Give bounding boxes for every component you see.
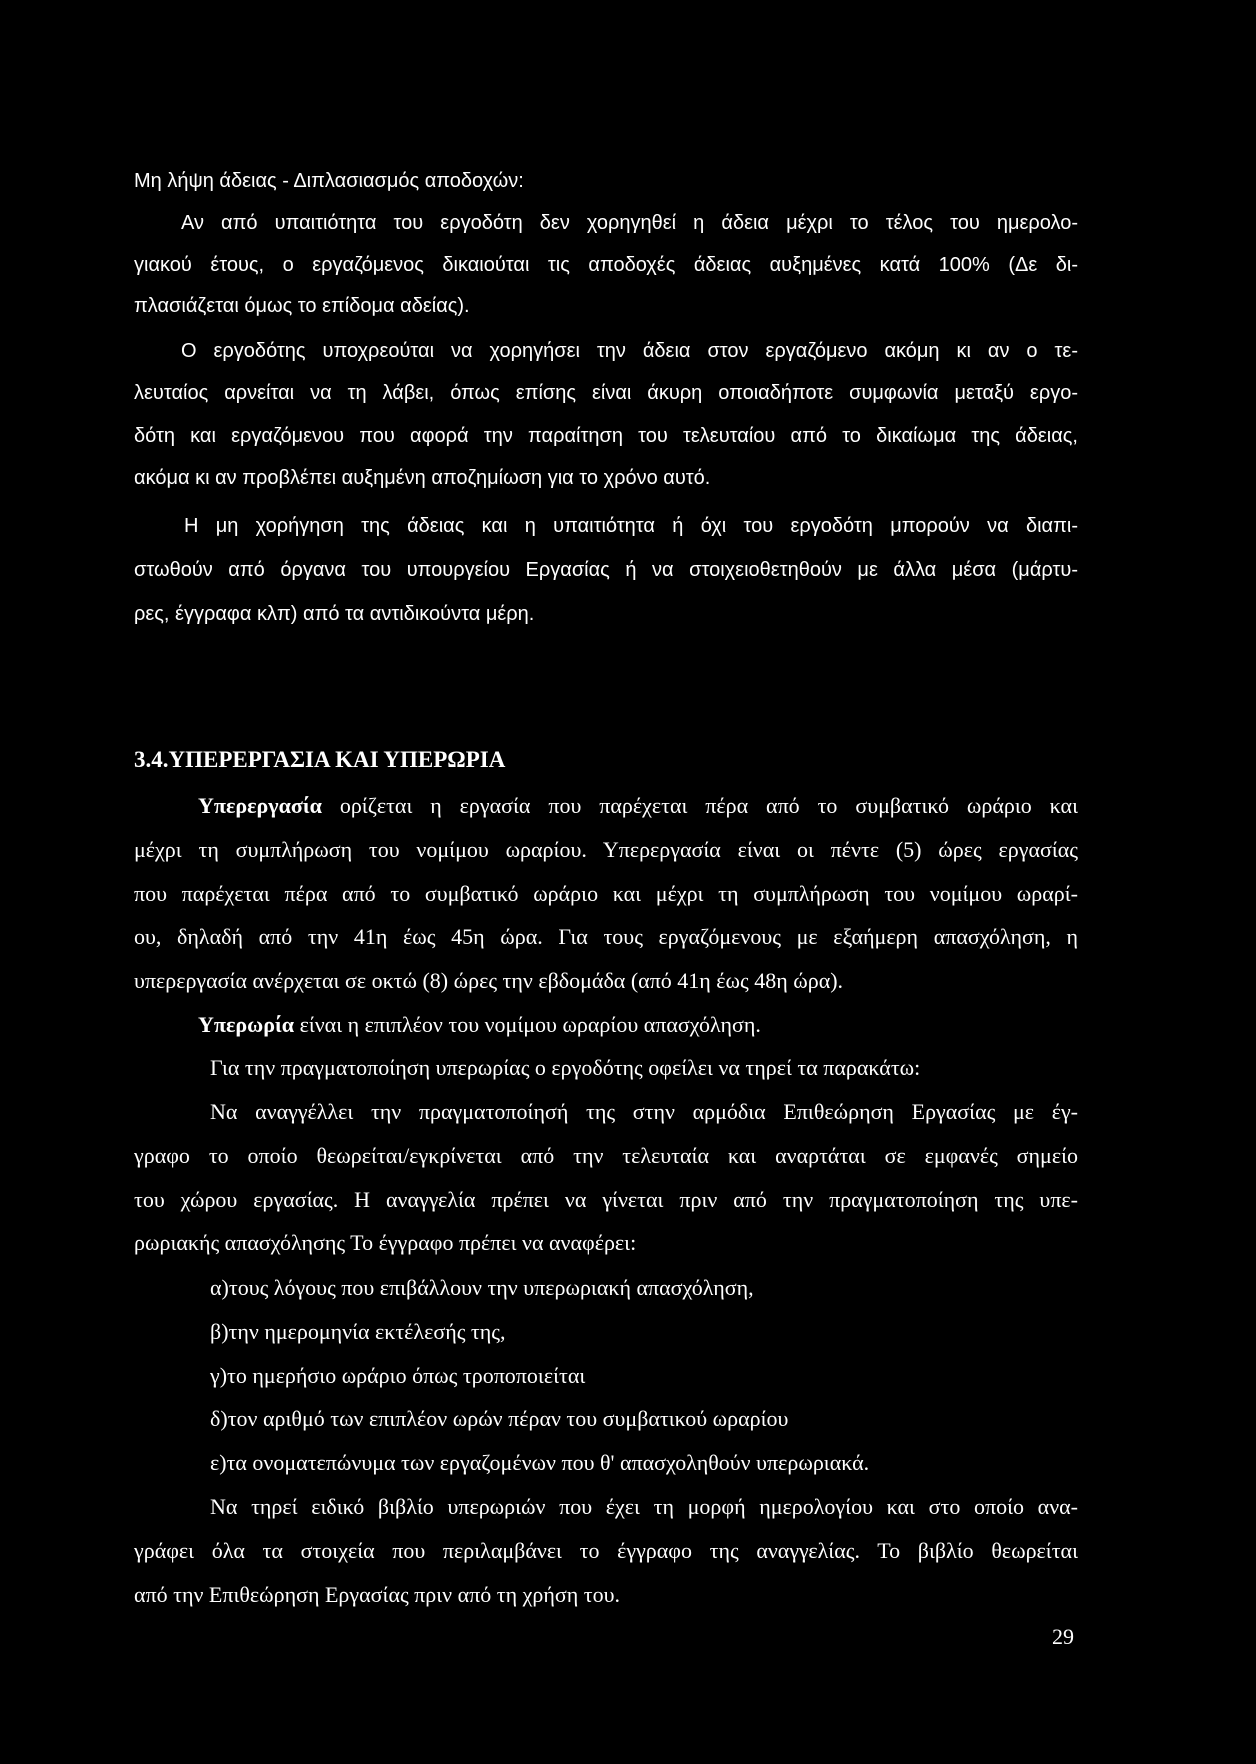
list-item: α)τους λόγους που επιβάλλουν την υπερωριακή απασχόληση,	[210, 1275, 754, 1300]
paragraph-line: ου, δηλαδή από την 41η έως 45η ώρα. Για τους εργαζόμενους με εξαήμερη απασχόληση, η	[134, 924, 1078, 949]
paragraph-line: Για την πραγματοποίηση υπερωρίας ο εργοδότης οφείλει να τηρεί τα παρακάτω:	[210, 1055, 921, 1080]
page-number: 29	[1052, 1624, 1074, 1649]
paragraph-line: του χώρου εργασίας. Η αναγγελία πρέπει να γίνεται πριν από την πραγματοποίηση της υπε-	[134, 1187, 1078, 1212]
paragraph-line: στωθούν από όργανα του υπουργείου Εργασίας ή να στοιχειοθετηθούν με άλλα μέσα (μάρτυ-	[134, 559, 1078, 581]
paragraph-line: γράφει όλα τα στοιχεία που περιλαμβάνει το έγγραφο της αναγγελίας. Το βιβλίο θεωρείται	[134, 1538, 1078, 1563]
paragraph-line: από την Επιθεώρηση Εργασίας πριν από τη χρήση του.	[134, 1582, 620, 1607]
paragraph-line: γιακού έτους, ο εργαζόμενος δικαιούται τις αποδοχές άδειας αυξημένες κατά 100% (Δε δι-	[134, 254, 1078, 276]
paragraph-line: λευταίος αρνείται να τη λάβει, όπως επίσης είναι άκυρη οποιαδήποτε συμφωνία μεταξύ εργο-	[134, 382, 1078, 404]
section-title: Μη λήψη άδειας - Διπλασιασμός αποδοχών:	[134, 170, 524, 192]
paragraph-line: γραφο το οποίο θεωρείται/εγκρίνεται από την τελευταία και αναρτάται σε εμφανές σημείο	[134, 1143, 1078, 1168]
list-item: β)την ημερομηνία εκτέλεσής της,	[210, 1319, 506, 1344]
list-item: γ)το ημερήσιο ωράριο όπως τροποποιείται	[210, 1363, 586, 1388]
term-overwork: Υπερεργασία	[198, 793, 322, 818]
paragraph-line: Να τηρεί ειδικό βιβλίο υπερωριών που έχει τη μορφή ημερολογίου και στο οποίο ανα-	[210, 1494, 1078, 1519]
paragraph-line: υπερεργασία ανέρχεται σε οκτώ (8) ώρες την εβδομάδα (από 41η έως 48η ώρα).	[134, 968, 844, 993]
definition-line	[198, 791, 1078, 821]
paragraph-line: Αν από υπαιτιότητα του εργοδότη δεν χορηγηθεί η άδεια μέχρι το τέλος του ημερολο-	[181, 212, 1078, 234]
list-item: δ)τον αριθμό των επιπλέον ωρών πέραν του συμβατικού ωραρίου	[210, 1406, 789, 1431]
paragraph-line: ακόμα κι αν προβλέπει αυξημένη αποζημίωση για το χρόνο αυτό.	[134, 467, 711, 489]
section-heading: 3.4.ΥΠΕΡΕΡΓΑΣΙΑ ΚΑΙ ΥΠΕΡΩΡΙΑ	[134, 747, 506, 772]
list-item: ε)τα ονοματεπώνυμα των εργαζομένων που θ' απασχοληθούν υπερωριακά.	[210, 1450, 870, 1475]
paragraph-line: Να αναγγέλλει την πραγματοποίησή της στην αρμόδια Επιθεώρηση Εργασίας με έγ-	[210, 1099, 1078, 1124]
paragraph-line: που παρέχεται πέρα από το συμβατικό ωράριο και μέχρι τη συμπλήρωση του νομίμου ωραρί-	[134, 881, 1078, 906]
paragraph-line: Ο εργοδότης υποχρεούται να χορηγήσει την άδεια στον εργαζόμενο ακόμη κι αν ο τε-	[181, 340, 1078, 362]
paragraph-line: μέχρι τη συμπλήρωση του νομίμου ωραρίου. Υπερεργασία είναι οι πέντε (5) ώρες εργασίας	[134, 837, 1078, 862]
paragraph-line: Η μη χορήγηση της άδειας και η υπαιτιότητα ή όχι του εργοδότη μπορούν να διαπι-	[184, 515, 1078, 537]
paragraph-line: ρωριακής απασχόλησης Το έγγραφο πρέπει να αναφέρει:	[134, 1230, 637, 1255]
definition-text: ορίζεται η εργασία που παρέχεται πέρα από το συμβατικό ωράριο και	[321, 793, 1078, 818]
paragraph-line: δότη και εργαζόμενου που αφορά την παραίτηση του τελευταίου από το δικαίωμα της άδειας,	[134, 425, 1078, 447]
definition-text: είναι η επιπλέον του νομίμου ωραρίου απασχόληση.	[294, 1012, 761, 1037]
definition-line	[198, 1010, 761, 1040]
term-overtime: Υπερωρία	[198, 1012, 295, 1037]
paragraph-line: ρες, έγγραφα κλπ) από τα αντιδικούντα μέρη.	[134, 603, 535, 625]
paragraph-line: πλασιάζεται όμως το επίδομα αδείας).	[134, 295, 470, 317]
